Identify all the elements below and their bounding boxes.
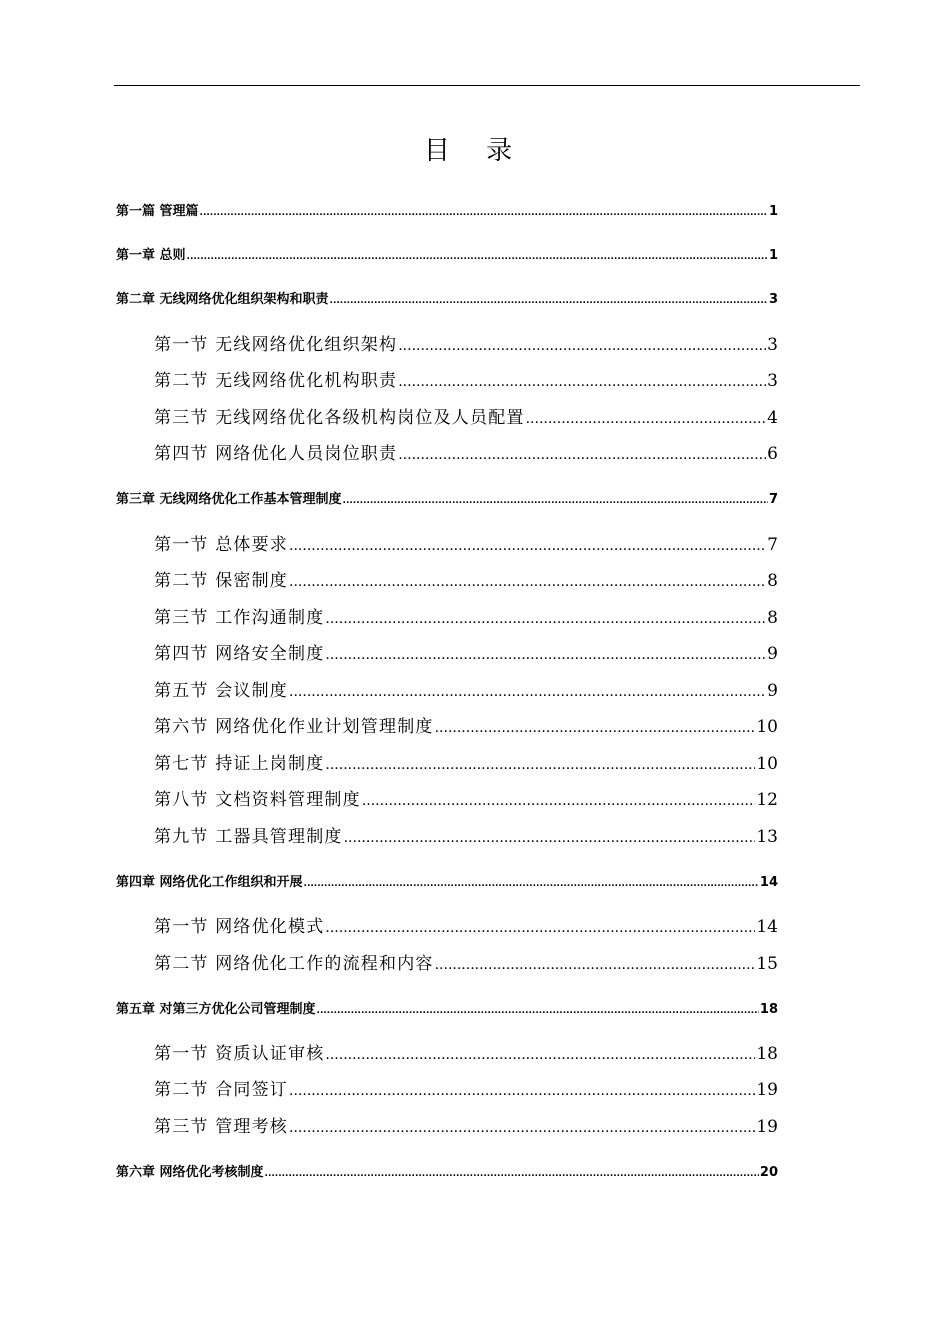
toc-entry-page: 1 (768, 204, 778, 219)
toc-leader (344, 825, 756, 850)
toc-entry-label: 第一篇 管理篇 (116, 204, 199, 219)
toc-entry-page: 13 (756, 827, 778, 847)
toc-entry[interactable] (116, 1001, 778, 1019)
toc-leader (325, 642, 766, 667)
toc-entry[interactable] (154, 679, 778, 703)
toc-entry-page: 10 (756, 717, 778, 737)
toc-entry[interactable] (116, 491, 778, 509)
toc-entry-page: 18 (756, 1044, 778, 1064)
toc-leader (289, 533, 766, 558)
toc-entry-page: 3 (768, 292, 778, 307)
toc-entry-label: 第六节 网络优化作业计划管理制度 (154, 717, 434, 737)
toc-entry-page: 4 (767, 408, 778, 428)
toc-entry-label: 第三节 管理考核 (154, 1117, 289, 1137)
toc-entry-page: 7 (768, 492, 778, 507)
toc-entry[interactable] (154, 752, 778, 776)
toc-entry-page: 15 (756, 954, 778, 974)
toc-leader (289, 1115, 755, 1140)
toc-entry-label: 第四节 网络优化人员岗位职责 (154, 444, 398, 464)
toc-entry-label: 第一节 总体要求 (154, 535, 289, 555)
toc-entry-label: 第三节 无线网络优化各级机构岗位及人员配置 (154, 408, 525, 428)
toc-entry-page: 19 (756, 1080, 778, 1100)
toc-entry[interactable] (116, 874, 778, 892)
toc-entry[interactable] (154, 569, 778, 593)
toc-leader (200, 203, 768, 222)
toc-entry-label: 第九节 工器具管理制度 (154, 827, 343, 847)
toc-leader (265, 1164, 759, 1183)
toc-entry-label: 第一章 总则 (116, 248, 186, 263)
toc-entry-page: 8 (767, 608, 778, 628)
toc-entry-page: 19 (756, 1117, 778, 1137)
toc-entry-label: 第五节 会议制度 (154, 681, 289, 701)
toc-entry[interactable] (154, 533, 778, 557)
toc-leader (435, 715, 756, 740)
toc-entry[interactable] (154, 1115, 778, 1139)
toc-entry-label: 第二节 网络优化工作的流程和内容 (154, 954, 434, 974)
toc-entry-label: 第六章 网络优化考核制度 (116, 1165, 264, 1180)
toc-entry-label: 第八节 文档资料管理制度 (154, 790, 361, 810)
toc-entry-label: 第一节 无线网络优化组织架构 (154, 335, 398, 355)
toc-entry-label: 第三节 工作沟通制度 (154, 608, 325, 628)
toc-leader (289, 1078, 755, 1103)
toc-entry-page: 14 (756, 917, 778, 937)
toc-entry-label: 第七节 持证上岗制度 (154, 754, 325, 774)
toc-entry-page: 3 (767, 371, 778, 391)
toc-title: 目 录 (423, 136, 527, 166)
toc-entry-page: 1 (768, 248, 778, 263)
toc-entry-label: 第四章 网络优化工作组织和开展 (116, 875, 303, 890)
toc-entry-label: 第一节 网络优化模式 (154, 917, 325, 937)
toc-leader (317, 1001, 759, 1020)
toc-leader (325, 915, 755, 940)
toc-leader (304, 874, 759, 893)
toc-entry-page: 6 (767, 444, 778, 464)
toc-entry[interactable] (154, 606, 778, 630)
toc-entry-page: 10 (756, 754, 778, 774)
toc-entry-page: 8 (767, 571, 778, 591)
toc-entry[interactable] (154, 825, 778, 849)
toc-leader (362, 788, 756, 813)
toc-entry-page: 9 (767, 644, 778, 664)
toc-leader (526, 406, 767, 431)
toc-entry[interactable] (154, 1042, 778, 1066)
toc-entry-label: 第二节 合同签订 (154, 1080, 289, 1100)
toc-leader (398, 442, 766, 467)
toc-entry[interactable] (116, 203, 778, 221)
toc-entry-label: 第二章 无线网络优化组织架构和职责 (116, 292, 329, 307)
toc-entry[interactable] (154, 715, 778, 739)
toc-leader (435, 952, 756, 977)
toc-entry-label: 第四节 网络安全制度 (154, 644, 325, 664)
toc-entry-page: 20 (759, 1165, 778, 1180)
toc-entry[interactable] (154, 333, 778, 357)
toc-leader (187, 247, 768, 266)
toc-entry-page: 18 (759, 1002, 778, 1017)
toc-entry-page: 3 (767, 335, 778, 355)
toc-entry-label: 第五章 对第三方优化公司管理制度 (116, 1002, 316, 1017)
toc-entry[interactable] (154, 952, 778, 976)
toc-leader (325, 752, 755, 777)
toc-entry[interactable] (154, 442, 778, 466)
toc-entry[interactable] (116, 1164, 778, 1182)
toc-entry-label: 第二节 保密制度 (154, 571, 289, 591)
toc-entry[interactable] (154, 1078, 778, 1102)
toc-entry-label: 第一节 资质认证审核 (154, 1044, 325, 1064)
toc-leader (398, 369, 766, 394)
toc-entry[interactable] (154, 406, 778, 430)
toc-leader (343, 491, 768, 510)
header-rule (114, 85, 860, 86)
toc-leader (398, 333, 766, 358)
toc-entry[interactable] (154, 369, 778, 393)
toc-leader (325, 606, 766, 631)
toc-leader (330, 291, 768, 310)
toc-entry-label: 第二节 无线网络优化机构职责 (154, 371, 398, 391)
toc-entry[interactable] (154, 642, 778, 666)
toc-entry[interactable] (154, 915, 778, 939)
toc-leader (289, 679, 766, 704)
toc-entry-page: 12 (756, 790, 778, 810)
toc-leader (325, 1042, 755, 1067)
toc-entry-page: 9 (767, 681, 778, 701)
toc-entry[interactable] (116, 247, 778, 265)
toc-entry-page: 7 (767, 535, 778, 555)
toc-entry[interactable] (154, 788, 778, 812)
toc-entry[interactable] (116, 291, 778, 309)
toc-entry-page: 14 (759, 875, 778, 890)
toc-leader (289, 569, 766, 594)
toc-entry-label: 第三章 无线网络优化工作基本管理制度 (116, 492, 342, 507)
